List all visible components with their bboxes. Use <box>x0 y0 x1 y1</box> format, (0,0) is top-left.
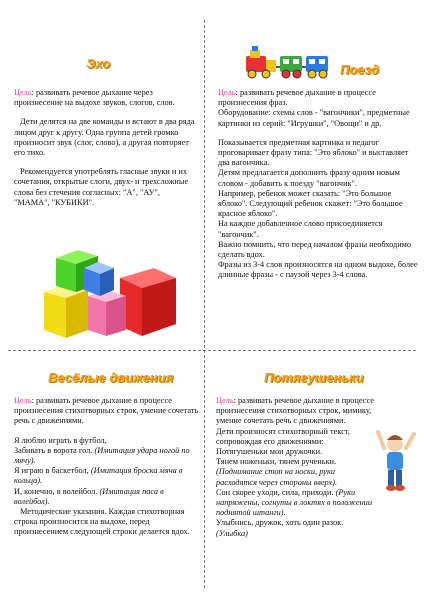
card-merry-moves <box>0 350 204 600</box>
paragraph: Рекомендуется употреблять гласные звуки и их сочетания, открытые слоги, двух- и трехсложные слова без стечения согласных: "А", "АУ", "МАМА", "КУБИКИ". <box>14 167 189 207</box>
paragraph: Методические указания. Каждая стихотворная строка произносится на выдохе, перед произнесением следующей строки делается вдох. <box>14 507 190 537</box>
verse-line: Потягушеньки мои дружочки. <box>216 447 323 457</box>
paragraph: На каждое добавленное слово присоединяется "вагончик". <box>218 219 383 239</box>
toy-train-illustration <box>242 46 342 80</box>
goal-paragraph <box>216 396 378 427</box>
paragraph: Дети делятся на две команды и встают в два ряда лицом друг к другу. Одна группа детей громко произносит звук (слог, слово), а другая повторяет его тихо. <box>14 117 195 158</box>
goal-paragraph <box>14 396 200 427</box>
goal-label: Цель <box>14 396 32 405</box>
verse-line: Я играю в баскетбол, (Имитация броска мяча в кольцо). <box>14 466 183 486</box>
verse-line: (Улыбка) <box>216 528 248 538</box>
verse-line: Забивать в ворота гол. (Имитация удара ногой по мячу). <box>14 445 190 466</box>
card-title: Поезд <box>340 62 380 77</box>
goal-label: Цель <box>14 88 32 97</box>
goal-label: Цель <box>216 396 234 405</box>
verse-line: Я люблю играть в футбол, <box>14 435 107 445</box>
card-body <box>218 88 418 281</box>
verse-line: И, конечно, в волейбол. (Имитация паса в волейбол). <box>14 486 164 506</box>
card-stretching <box>204 350 424 600</box>
card-body <box>14 396 200 538</box>
goal-text: : развивать речевое дыхание в процессе произнесения фраз. <box>218 88 376 108</box>
paragraph: Фразы из 3-4 слов произносятся на одном выдохе, более длинные фразы - с паузой через 3-4 слова. <box>218 260 418 280</box>
goal-text: : развивать речевое дыхание в процессе произнесения стихотворных строк, мимику, умение сочетать речь с движениями. <box>216 396 374 426</box>
card-body <box>216 396 378 539</box>
paragraph: Например, ребенок может сказать: "Это большое яблоко". Следующий ребенок скажет: "Это большое красное яблоко". <box>218 188 403 219</box>
goal-text: : развивать речевое дыхание через произнесение на выдохе звуков, слогов, слов. <box>14 88 175 108</box>
paragraph: Показывается предметная картинка и педагог проговаривает фразу типа: "Это яблоко" и выставляет два вагончика. <box>218 137 409 168</box>
card-title: Потягушеньки <box>264 370 364 385</box>
verse-line: Сон скорее уходи, сила, приходи. (Руки напряжены, согнуты в локтях в положении поднятой штанги). <box>216 487 372 518</box>
card-echo <box>0 0 204 350</box>
goal-paragraph <box>218 88 418 108</box>
card-title: Весёлые движения <box>48 370 174 385</box>
goal-label: Цель <box>218 88 236 97</box>
paragraph: Дети произносят стихотворный текст, сопровождая его движениями: <box>216 426 350 446</box>
verse-line: Улыбнись, дружок, хоть один разок. <box>216 518 344 528</box>
paragraph: Важно помнить, что перед началом фразы необходимо сделать вдох. <box>218 239 412 260</box>
card-body <box>14 88 196 208</box>
verse-line: (Поднимание стоп на носки, руки расходятся через стороны вверх). <box>216 467 338 487</box>
verse-line: Тянем ноженьки, тянем рученьки. <box>216 457 337 467</box>
goal-paragraph <box>14 88 196 108</box>
card-title: Эхо <box>86 56 111 71</box>
paragraph: Оборудование: схемы слов - "вагончики", предметные картинки из серий: "Игрушки", "Овощи" и др. <box>218 108 410 128</box>
paragraph: Детям предлагается дополнить фразу одним новым словом - добавить к поезду "вагончик". <box>218 168 400 188</box>
card-train <box>204 0 424 350</box>
toy-blocks-illustration <box>36 238 184 344</box>
stretching-child-illustration <box>374 426 418 496</box>
goal-text: : развивать речевое дыхание в процессе произнесения стихотворных строк, умение сочетать речь с движениями. <box>14 396 199 426</box>
